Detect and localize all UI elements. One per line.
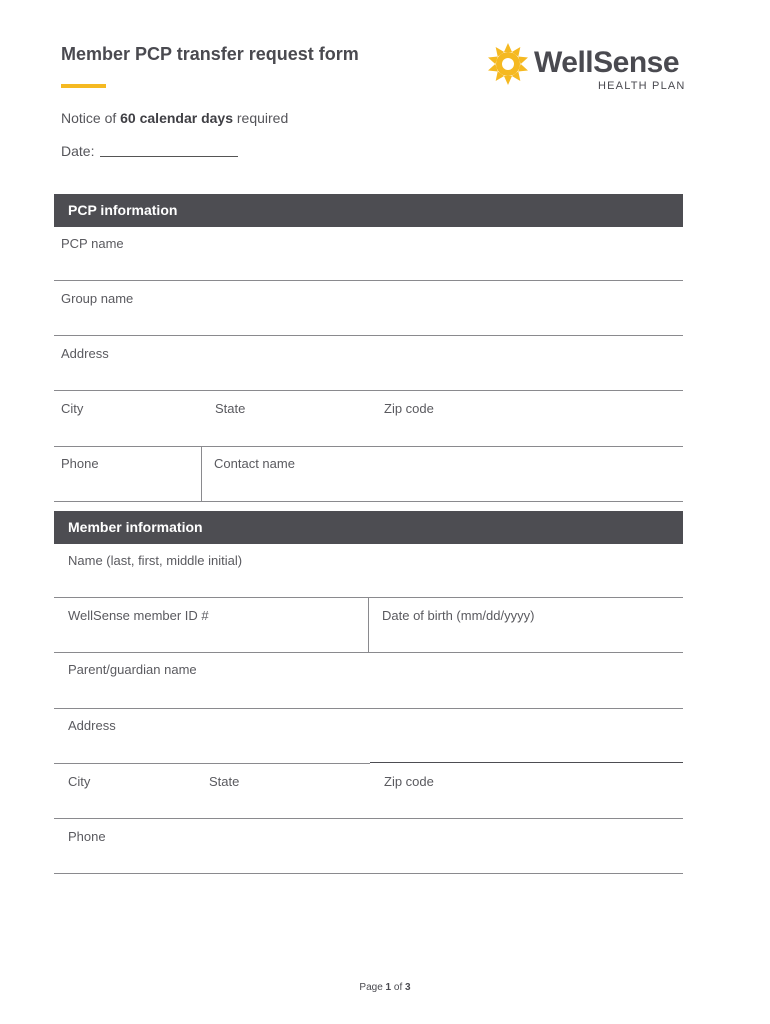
date-field[interactable] [100,156,238,157]
member-id-label: WellSense member ID # [68,608,209,623]
member-address-field-right[interactable] [370,762,683,763]
pcp-contact-name-label: Contact name [214,456,295,471]
total-pages: 3 [405,982,411,993]
member-zip-label: Zip code [384,774,434,789]
notice-emphasis: 60 calendar days [120,110,233,126]
member-city-label: City [68,774,91,789]
pcp-name-label: PCP name [61,236,124,251]
title-accent-bar [61,84,106,88]
date-label: Date: [61,143,95,159]
member-id-dob-field[interactable] [54,652,683,653]
member-id-divider [368,597,369,653]
form-title: Member PCP transfer request form [61,44,359,64]
pcp-name-field[interactable] [54,280,683,281]
pcp-city-state-zip-field[interactable] [54,446,683,447]
member-address-label: Address [68,718,116,733]
page-word: Page [359,982,383,993]
current-page: 1 [385,982,392,993]
pcp-address-label: Address [61,346,109,361]
pcp-phone-divider [201,446,202,501]
member-phone-field[interactable] [54,873,683,874]
pcp-state-label: State [215,401,246,416]
pcp-phone-contact-field[interactable] [54,501,683,502]
group-name-label: Group name [61,291,134,306]
page-footer [0,982,770,993]
member-city-state-zip-field[interactable] [54,818,683,819]
of-word: of [393,982,403,993]
member-state-label: State [209,774,240,789]
member-dob-label: Date of birth (mm/dd/yyyy) [382,608,535,623]
pcp-city-label: City [61,401,84,416]
notice-prefix: Notice of [61,110,117,126]
pcp-phone-label: Phone [61,456,99,471]
pcp-zip-label: Zip code [384,401,434,416]
member-section-header: Member information [54,511,683,544]
group-name-field[interactable] [54,335,683,336]
member-address-field[interactable] [54,763,370,764]
pcp-section-header: PCP information [54,194,683,227]
logo-tagline: HEALTH PLAN [598,80,686,92]
member-phone-label: Phone [68,829,106,844]
notice-text [61,110,288,126]
guardian-name-label: Parent/guardian name [68,662,197,677]
sun-logo-icon [486,42,530,86]
wellsense-logo [486,42,686,94]
logo-brand-text: WellSense [534,46,680,79]
member-name-label: Name (last, first, middle initial) [68,553,243,568]
pcp-address-field[interactable] [54,390,683,391]
guardian-name-field[interactable] [54,708,683,709]
notice-suffix: required [236,110,289,126]
